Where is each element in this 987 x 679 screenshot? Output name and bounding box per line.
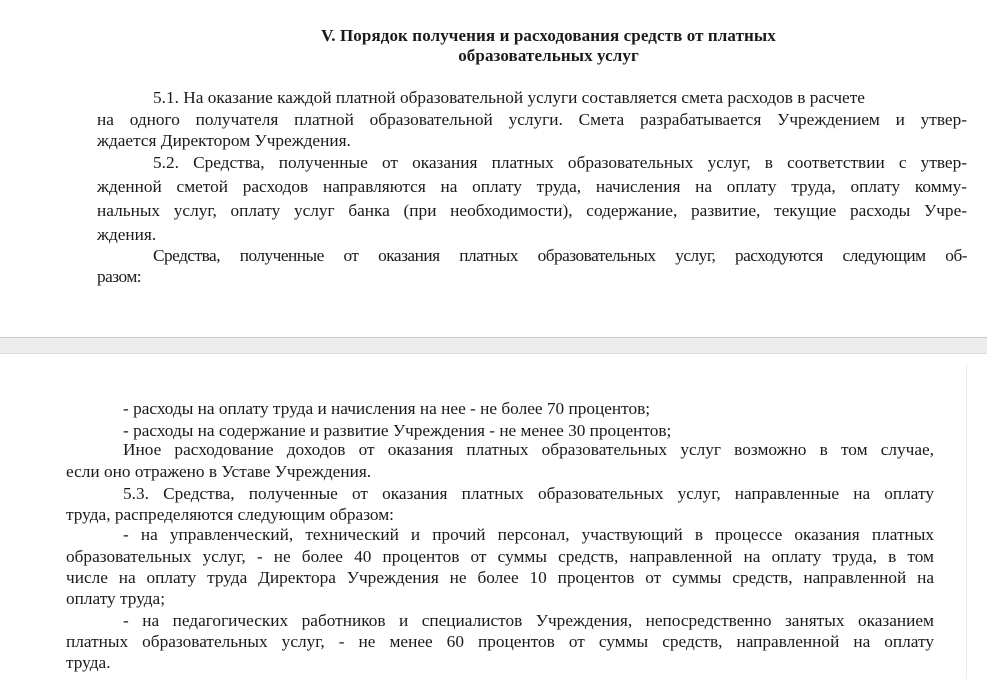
list-item-salary-expenses: - расходы на оплату труда и начисления на нее - не более 70 процентов; bbox=[123, 399, 651, 418]
paragraph-other-spending-line-1: Иное расходование доходов от оказания платных образовательных услуг возможно в том случае, bbox=[123, 440, 934, 459]
paragraph-5-2-line-1: 5.2. Средства, полученные от оказания платных образовательных услуг, в соответствии с утвер- bbox=[153, 153, 967, 172]
list-item-teaching-staff-line-3: труда. bbox=[66, 653, 111, 672]
paragraph-5-2-line-3: нальных услуг, оплату услуг банка (при необходимости), содержание, развитие, текущие расходы Учре- bbox=[97, 201, 967, 220]
list-item-admin-staff-line-3: числе на оплату труда Директора Учреждения не более 10 процентов от суммы средств, направленной на bbox=[66, 568, 934, 587]
list-item-admin-staff-line-4: оплату труда; bbox=[66, 589, 166, 608]
paragraph-other-spending-line-2: если оно отражено в Уставе Учреждения. bbox=[66, 462, 372, 481]
section-title-line-1: V. Порядок получения и расходования средств от платных bbox=[321, 26, 776, 45]
list-item-teaching-staff-line-1: - на педагогических работников и специалистов Учреждения, непосредственно занятых оказанием bbox=[123, 611, 934, 630]
paragraph-5-1-line-1: 5.1. На оказание каждой платной образовательной услуги составляется смета расходов в расчете bbox=[153, 88, 865, 107]
list-item-maintenance-expenses: - расходы на содержание и развитие Учреждения - не менее 30 процентов; bbox=[123, 421, 672, 440]
paragraph-5-1-line-2: на одного получателя платной образовательной услуги. Смета разрабатывается Учреждением и утвер- bbox=[97, 110, 967, 129]
paragraph-spending-line-1: Средства, полученные от оказания платных образовательных услуг, расходуются следующим об- bbox=[153, 246, 967, 265]
paragraph-spending-line-2: разом: bbox=[97, 267, 142, 286]
paragraph-5-1-line-3: ждается Директором Учреждения. bbox=[97, 131, 351, 150]
list-item-admin-staff-line-2: образовательных услуг, - не более 40 процентов от суммы средств, направленной на оплату труда, в том bbox=[66, 547, 934, 566]
document-page-top bbox=[0, 0, 987, 337]
page-separator bbox=[0, 337, 987, 354]
paragraph-5-3-line-2: труда, распределяются следующим образом: bbox=[66, 505, 394, 524]
list-item-teaching-staff-line-2: платных образовательных услуг, - не менее 60 процентов от суммы средств, направленной на оплату bbox=[66, 632, 934, 651]
paragraph-5-2-line-4: ждения. bbox=[97, 225, 157, 244]
section-heading bbox=[0, 26, 987, 66]
section-title-line-2: образовательных услуг bbox=[458, 46, 639, 65]
page-edge-line bbox=[966, 364, 967, 679]
paragraph-5-2-line-2: жденной сметой расходов направляются на оплату труда, начисления на оплату труда, оплату комму- bbox=[97, 177, 967, 196]
list-item-admin-staff-line-1: - на управленческий, технический и прочий персонал, участвующий в процессе оказания платных bbox=[123, 525, 934, 544]
document-page-bottom bbox=[0, 354, 987, 679]
paragraph-5-3-line-1: 5.3. Средства, полученные от оказания платных образовательных услуг, направленные на оплату bbox=[123, 484, 934, 503]
